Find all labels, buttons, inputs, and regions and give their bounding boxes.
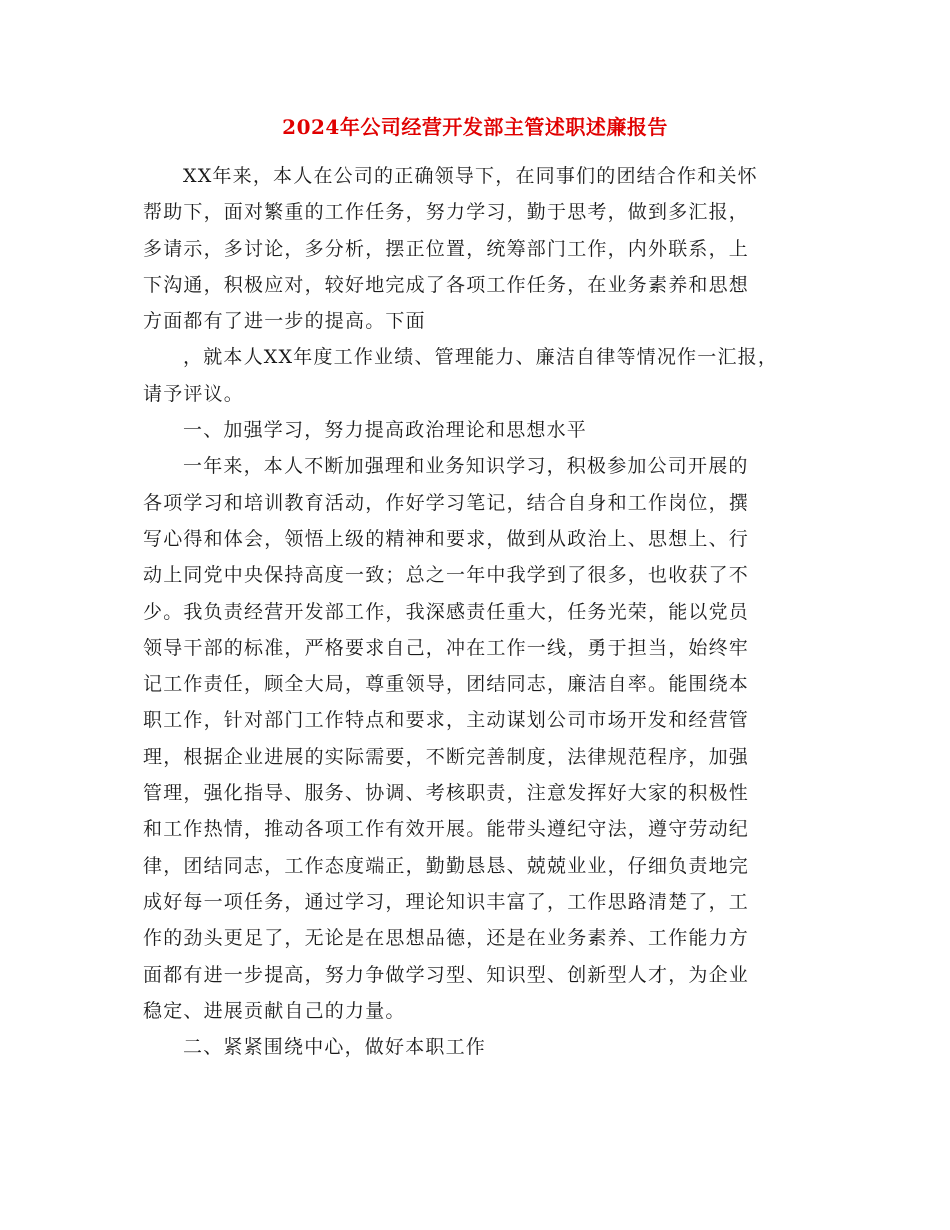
paragraph-line: 动上同党中央保持高度一致；总之一年中我学到了很多，也收获了不	[143, 564, 750, 587]
paragraph-line: 领导干部的标准，严格要求自己，冲在工作一线，勇于担当，始终牢	[143, 636, 750, 659]
paragraph-line: 成好每一项任务，通过学习，理论知识丰富了，工作思路清楚了，工	[143, 890, 750, 913]
paragraph-line: 理，根据企业进展的实际需要，不断完善制度，法律规范程序，加强	[143, 745, 750, 768]
paragraph-line: 请予评议。	[143, 382, 245, 405]
document-body	[143, 158, 823, 1065]
paragraph-line: ，就本人XX年度工作业绩、管理能力、廉洁自律等情况作一汇报，	[183, 346, 779, 369]
paragraph-line: 律，团结同志，工作态度端正，勤勤恳恳、兢兢业业，仔细负责地完	[143, 854, 750, 877]
paragraph-line: 下沟通，积极应对，较好地完成了各项工作任务，在业务素养和思想	[143, 273, 750, 296]
paragraph-line: 管理，强化指导、服务、协调、考核职责，注意发挥好大家的积极性	[143, 782, 750, 805]
paragraph-line: 面都有进一步提高，努力争做学习型、知识型、创新型人才，为企业	[143, 963, 750, 986]
paragraph-line: 方面都有了进一步的提高。下面	[143, 310, 426, 333]
paragraph-line: 和工作热情，推动各项工作有效开展。能带头遵纪守法，遵守劳动纪	[143, 818, 750, 841]
paragraph-line: 帮助下，面对繁重的工作任务，努力学习，勤于思考，做到多汇报，	[143, 201, 750, 224]
paragraph-line: 一年来，本人不断加强理和业务知识学习，积极参加公司开展的	[183, 455, 749, 478]
paragraph-line: XX年来，本人在公司的正确领导下，在同事们的团结合作和关怀	[183, 165, 758, 187]
section-heading: 一、加强学习，努力提高政治理论和思想水平	[183, 419, 588, 442]
paragraph-line: 稳定、进展贡献自己的力量。	[143, 999, 406, 1022]
section-heading: 二、紧紧围绕中心，做好本职工作	[183, 1036, 487, 1059]
paragraph-line: 多请示，多讨论，多分析，摆正位置，统筹部门工作，内外联系，上	[143, 237, 750, 260]
paragraph-line: 职工作，针对部门工作特点和要求，主动谋划公司市场开发和经营管	[143, 709, 750, 732]
document-title: 2024年公司经营开发部主管述职述廉报告	[282, 115, 668, 139]
paragraph-line: 少。我负责经营开发部工作，我深感责任重大，任务光荣，能以党员	[143, 600, 750, 623]
paragraph-line: 各项学习和培训教育活动，作好学习笔记，结合自身和工作岗位，撰	[143, 491, 750, 514]
paragraph-line: 作的劲头更足了，无论是在思想品德，还是在业务素养、工作能力方	[143, 927, 750, 950]
paragraph-line: 写心得和体会，领悟上级的精神和要求，做到从政治上、思想上、行	[143, 527, 750, 550]
paragraph-line: 记工作责任，顾全大局，尊重领导，团结同志，廉洁自率。能围绕本	[143, 673, 750, 696]
